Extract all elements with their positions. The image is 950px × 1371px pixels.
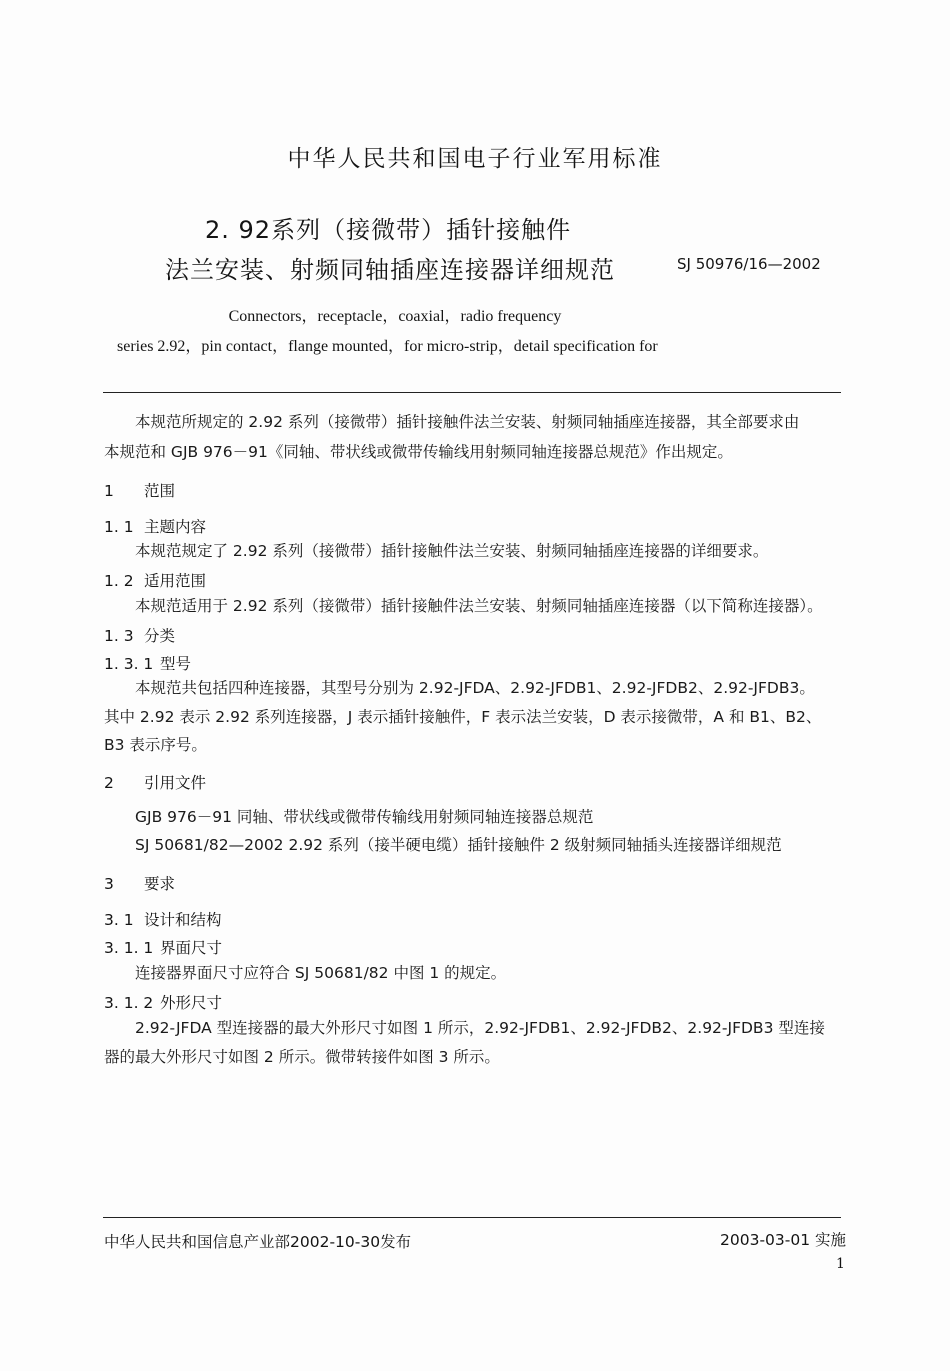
section-title: 范围 <box>144 482 176 500</box>
section-1-heading <box>104 479 175 501</box>
section-title: 引用文件 <box>144 774 207 792</box>
section-1-2-heading <box>104 569 206 591</box>
section-number: 3. 1 <box>104 911 134 929</box>
section-title: 分类 <box>144 627 176 645</box>
section-1-1-heading <box>104 515 206 537</box>
section-number: 2 <box>104 774 114 792</box>
section-number: 1. 3 <box>104 627 134 645</box>
section-3-1-2-line-1: 2.92-JFDA 型连接器的最大外形尺寸如图 1 所示，2.92-JFDB1、2.92-JFDB2、2.92-JFDB3 型连接 <box>135 1019 825 1037</box>
section-title: 主题内容 <box>144 518 207 536</box>
section-3-1-2-heading <box>104 991 222 1013</box>
section-number: 1 <box>104 482 114 500</box>
section-1-1-text: 本规范规定了 2.92 系列（接微带）插针接触件法兰安装、射频同轴插座连接器的详细要求。 <box>135 542 769 560</box>
section-title: 适用范围 <box>144 572 207 590</box>
document-title-line-2: 法兰安装、射频同轴插座连接器详细规范 <box>165 256 615 284</box>
section-1-3-1-line-3: B3 表示序号。 <box>104 736 207 754</box>
section-1-3-1-heading <box>104 652 191 674</box>
section-number: 1. 3. 1 <box>104 655 154 673</box>
section-3-1-1-heading <box>104 936 222 958</box>
section-title: 要求 <box>144 875 176 893</box>
section-1-2-text: 本规范适用于 2.92 系列（接微带）插针接触件法兰安装、射频同轴插座连接器（以下简称连接器）。 <box>135 597 823 615</box>
english-title-line-2: series 2.92，pin contact，flange mounted，for micro-strip，detail specification for <box>117 338 658 355</box>
section-title: 界面尺寸 <box>160 939 223 957</box>
section-number: 3 <box>104 875 114 893</box>
page-number: 1 <box>836 1256 845 1272</box>
header-divider <box>103 392 841 393</box>
section-title: 设计和结构 <box>144 911 222 929</box>
section-number: 3. 1. 1 <box>104 939 154 957</box>
section-title: 型号 <box>160 655 192 673</box>
section-3-1-1-text: 连接器界面尺寸应符合 SJ 50681/82 中图 1 的规定。 <box>135 964 507 982</box>
section-title: 外形尺寸 <box>160 994 223 1012</box>
english-title-line-1: Connectors，receptacle，coaxial，radio frequency <box>228 308 562 325</box>
section-2-heading <box>104 771 206 793</box>
standard-code: SJ 50976/16—2002 <box>677 255 821 273</box>
intro-line-1: 本规范所规定的 2.92 系列（接微带）插针接触件法兰安装、射频同轴插座连接器，其全部要求由 <box>135 413 800 431</box>
effective-date: 2003-03-01 实施 <box>720 1231 847 1249</box>
reference-document-1: GJB 976－91 同轴、带状线或微带传输线用射频同轴连接器总规范 <box>135 808 594 826</box>
section-1-3-heading <box>104 624 175 646</box>
section-number: 1. 2 <box>104 572 134 590</box>
section-number: 3. 1. 2 <box>104 994 154 1012</box>
section-3-1-heading <box>104 908 222 930</box>
section-number: 1. 1 <box>104 518 134 536</box>
section-3-1-2-line-2: 器的最大外形尺寸如图 2 所示。微带转接件如图 3 所示。 <box>104 1048 500 1066</box>
section-1-3-1-line-2: 其中 2.92 表示 2.92 系列连接器，J 表示插针接触件，F 表示法兰安装，D 表示接微带，A 和 B1、B2、 <box>104 708 822 726</box>
section-1-3-1-line-1: 本规范共包括四种连接器，其型号分别为 2.92-JFDA、2.92-JFDB1、2.92-JFDB2、2.92-JFDB3。 <box>135 679 815 697</box>
standard-category: 中华人民共和国电子行业军用标准 <box>287 146 663 172</box>
section-3-heading <box>104 872 175 894</box>
document-title-line-1: 2. 92系列（接微带）插针接触件 <box>205 216 572 244</box>
issuer-statement: 中华人民共和国信息产业部2002-10-30发布 <box>104 1233 412 1251</box>
footer-divider <box>103 1217 841 1218</box>
intro-line-2: 本规范和 GJB 976－91《同轴、带状线或微带传输线用射频同轴连接器总规范》作出规定。 <box>104 443 733 461</box>
reference-document-2: SJ 50681/82—2002 2.92 系列（接半硬电缆）插针接触件 2 级射频同轴插头连接器详细规范 <box>135 836 782 854</box>
